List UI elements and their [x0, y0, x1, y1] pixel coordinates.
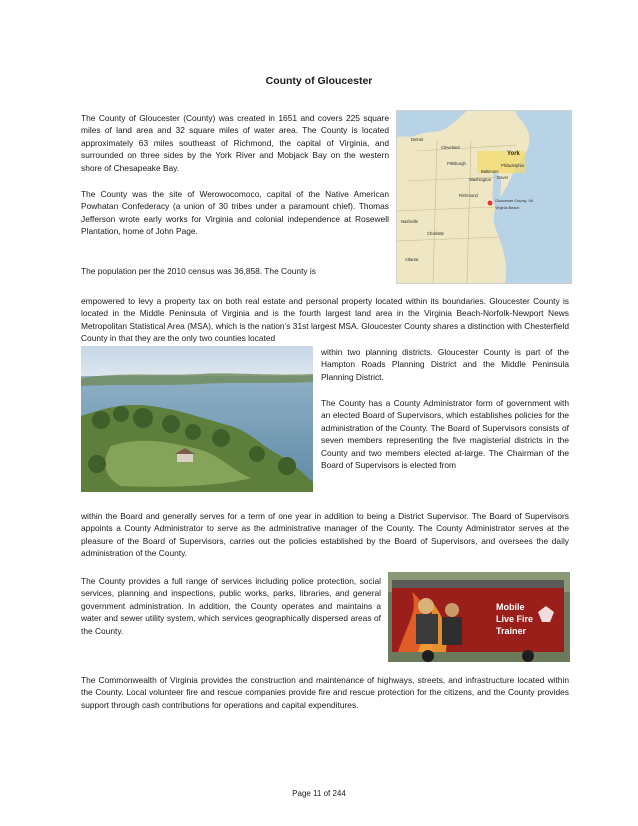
- truck-text-line: Live Fire: [496, 614, 534, 624]
- aerial-photo-image: [81, 346, 313, 492]
- truck-wheel: [422, 650, 434, 662]
- truck-text-line: Trainer: [496, 626, 527, 636]
- region-map-graphic: [397, 111, 571, 283]
- map-label: Charlotte: [427, 231, 444, 236]
- page-number-footer: Page 11 of 244: [292, 789, 346, 798]
- region-map-image: [396, 110, 572, 284]
- map-label: Virginia Beach: [495, 206, 520, 210]
- map-label: Dover: [497, 175, 509, 180]
- map-label: Baltimore: [481, 169, 499, 174]
- truck-wheel: [522, 650, 534, 662]
- paragraph-services: The County provides a full range of services including police protection, social services, planning and inspections, public works, parks, libraries, and general government administration. In addition, the County operates and maintains a water and sewer utility system, which services geographically dispersed areas of the County.: [81, 576, 381, 636]
- paragraph-history: The County of Gloucester (County) was created in 1651 and covers 225 square miles of land area and 32 square miles of water area. The County is located approximately 63 miles southeast of Richmond, the capital of Virginia, and surrounded on three sides by the York River and Mobjack Bay on the western shore of Chesapeake Bay.: [81, 113, 389, 173]
- fire-trainer-photo-graphic: [388, 572, 570, 662]
- map-label: Washington: [469, 177, 491, 182]
- map-label: Philadelphia: [501, 163, 524, 168]
- truck-firefighter-graphic: [442, 617, 462, 645]
- truck-firefighter-graphic: [416, 614, 438, 644]
- map-label: Detroit: [411, 137, 424, 142]
- truck-roof: [392, 580, 564, 588]
- map-label: Pittsburgh: [447, 161, 466, 166]
- paragraph-werowocomoco: The County was the site of Werowocomoco, capital of the Native American Powhatan Confederacy (a union of 30 tribes under a paramount chief). Thomas Jefferson wrote early works for Virginia and colonial independence at Rosewell Plantation, home of John Page.: [81, 189, 389, 237]
- truck-firefighter-graphic: [445, 603, 459, 617]
- paragraph-property-tax: empowered to levy a property tax on both real estate and personal property located within its boundaries. Gloucester County is located in the Middle Peninsula of Virginia and is the fourth largest land area in the Virginia Beach-Norfolk-Newport News Metropolitan Statistical Area (MSA), which is the nation’s 31st largest MSA. Gloucester County shares a distinction with Chesterfield County in that they are the only two counties located: [81, 296, 569, 344]
- truck-text-line: Mobile: [496, 602, 525, 612]
- map-label: York: [507, 151, 520, 157]
- map-label: Richmond: [459, 193, 478, 198]
- aerial-photo-graphic: [81, 346, 313, 492]
- map-label: Gloucester County, VA: [495, 199, 534, 203]
- fire-trainer-photo-image: [388, 572, 570, 662]
- paragraph-population: The population per the 2010 census was 36,858. The County is: [81, 266, 316, 276]
- paragraph-infrastructure: The Commonwealth of Virginia provides the construction and maintenance of highways, streets, and infrastructure located within the County. Local volunteer fire and rescue companies provide fire and rescue protection for the citizens, and the County provides support through cash contributions for operations and capital expenditures.: [81, 675, 569, 710]
- photo-house: [177, 454, 193, 462]
- map-gloucester-marker: [487, 200, 493, 206]
- paragraph-government-form: The County has a County Administrator form of government with an elected Board of Supervisors, which establishes policies for the administration of the County. The Board of Supervisors consists of seven members representing the five magisterial districts in the County and two members elected at-large. The Chairman of the Board of Supervisors is elected from: [321, 398, 569, 471]
- paragraph-board-term: within the Board and generally serves for a term of one year in addition to being a District Supervisor. The Board of Supervisors appoints a County Administrator to serve as the administrative manager of the County. The County Administrator serves at the pleasure of the Board of Supervisors, carries out the policies established by the Board of Supervisors, and oversees the daily administration of the County.: [81, 511, 569, 559]
- map-label: Cleveland: [441, 145, 460, 150]
- map-label: Nashville: [401, 219, 418, 224]
- paragraph-planning-districts: within two planning districts. Gloucester County is part of the Hampton Roads Planning District and the Middle Peninsula Planning District.: [321, 347, 569, 382]
- page-title: County of Gloucester: [265, 75, 373, 87]
- truck-firefighter-graphic: [418, 598, 434, 614]
- map-label: Atlanta: [405, 257, 419, 262]
